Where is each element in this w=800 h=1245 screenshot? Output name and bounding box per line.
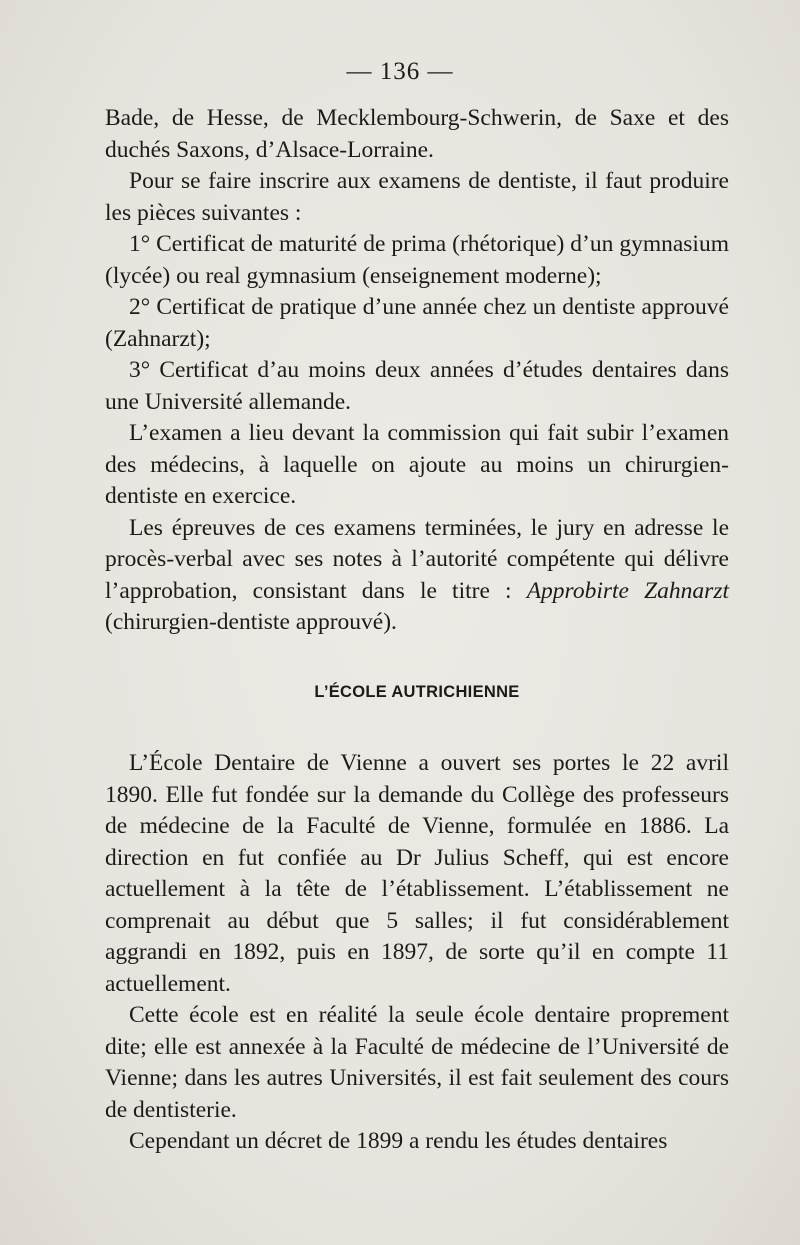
paragraph: 3° Certificat d’au moins deux années d’études dentaires dans une Université allemande. (105, 357, 729, 415)
paragraph: Cette école est en réalité la seule école dentaire proprement dite; elle est annexée à la Faculté de médecine de l’Université de Vienne; dans les autres Universités, il est fait seulement des cours de dentisterie. (105, 1002, 729, 1123)
paragraph: 1° Certificat de maturité de prima (rhétorique) d’un gymnasium (lycée) ou real gymnasium (enseignement moderne); (105, 231, 729, 289)
paragraph: L’École Dentaire de Vienne a ouvert ses portes le 22 avril 1890. Elle fut fondée sur la demande du Collège des professeurs de médecine de la Faculté de Vienne, formulée en 1886. La direction en fut confiée au Dr Julius Scheff, qui est encore actuellement à la tête de l’établissement. L’établissement ne comprenait au début que 5 salles; il fut considérablement aggrandi en 1892, puis en 1897, de sorte qu’il en compte 11 actuellement. (105, 750, 729, 997)
section-heading: L’ÉCOLE AUTRICHIENNE (314, 682, 520, 701)
paragraph: Cependant un décret de 1899 a rendu les études dentaires (129, 1128, 668, 1154)
paragraph-end: (chirurgien-dentiste approuvé). (105, 609, 397, 635)
paragraph: Bade, de Hesse, de Mecklembourg-Schwerin, de Saxe et des duchés Saxons, d’Alsace-Lorraine. (105, 105, 729, 163)
paragraph (105, 513, 729, 639)
paragraph: L’examen a lieu devant la commission qui fait subir l’examen des médecins, à laquelle on ajoute au moins un chirurgien-dentiste en exercice. (105, 420, 729, 509)
italic-term: Approbirte Zahnarzt (526, 577, 729, 604)
paragraph: 2° Certificat de pratique d’une année chez un dentiste approuvé (Zahnarzt); (105, 294, 729, 352)
paragraph-start: Les épreuves de ces examens terminées, le jury en adresse le procès-verbal avec ses notes à l’autorité compétente qui délivre l’approbation, consistant dans le titre : (105, 514, 729, 604)
paragraph: Pour se faire inscrire aux examens de dentiste, il faut produire les pièces suivantes : (105, 168, 729, 226)
page-number: — 136 — (346, 58, 454, 85)
body-text (105, 103, 729, 1158)
